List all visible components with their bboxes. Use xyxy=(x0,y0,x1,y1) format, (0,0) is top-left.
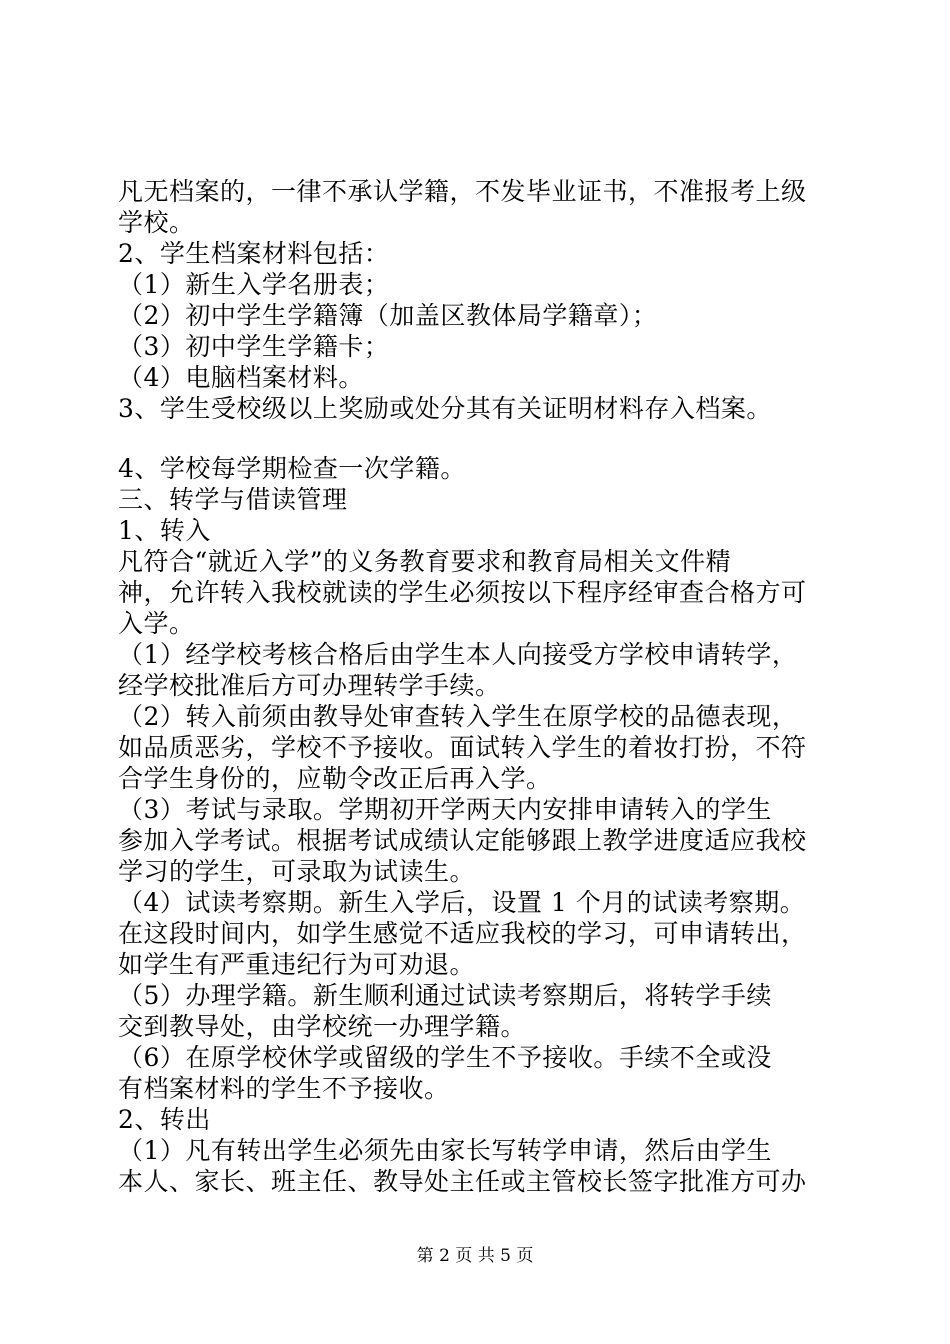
text-line: 参加入学考试。根据考试成绩认定能够跟上教学进度适应我校 xyxy=(118,826,807,855)
text-line: 在这段时间内，如学生感觉不适应我校的学习，可申请转出， xyxy=(118,919,807,948)
text-line: 如品质恶劣，学校不予接收。面试转入学生的着妆打扮，不符 xyxy=(118,733,807,762)
text-line: （1）凡有转出学生必须先由家长写转学申请，然后由学生 xyxy=(118,1136,772,1165)
page-number-footer: 第 2 页 共 5 页 xyxy=(416,1246,534,1266)
text-line: 有档案材料的学生不予接收。 xyxy=(118,1074,450,1103)
text-line: 经学校批准后方可办理转学手续。 xyxy=(118,671,501,700)
text-line: （2）初中学生学籍簿（加盖区教体局学籍章）； xyxy=(118,301,658,330)
section-heading: 三、转学与借读管理 xyxy=(118,485,348,514)
text-line: 4、学校每学期检查一次学籍。 xyxy=(118,454,466,483)
text-line: 如学生有严重违纪行为可劝退。 xyxy=(118,950,476,979)
text-line: （4）试读考察期。新生入学后，设置 1 个月的试读考察期。 xyxy=(118,888,806,917)
text-line: 神，允许转入我校就读的学生必须按以下程序经审查合格方可 xyxy=(118,578,807,607)
text-line: （3）考试与录取。学期初开学两天内安排申请转入的学生 xyxy=(118,795,772,824)
text-line: 1、转入 xyxy=(118,516,211,545)
text-line: （6）在原学校休学或留级的学生不予接收。手续不全或没 xyxy=(118,1043,772,1072)
text-line: 入学。 xyxy=(118,609,195,638)
text-line: （4）电脑档案材料。 xyxy=(118,363,364,392)
text-line: 2、转出 xyxy=(118,1105,211,1134)
text-line: 交到教导处，由学校统一办理学籍。 xyxy=(118,1012,527,1041)
text-line: 凡无档案的，一律不承认学籍，不发毕业证书，不准报考上级 xyxy=(118,177,807,206)
text-line: （1）新生入学名册表； xyxy=(118,270,390,299)
text-line: 2、学生档案材料包括： xyxy=(118,239,390,268)
text-line: 凡符合“就近入学”的义务教育要求和教育局相关文件精 xyxy=(118,547,732,576)
text-line: 学校。 xyxy=(118,208,195,237)
text-line: 本人、家长、班主任、教导处主任或主管校长签字批准方可办 xyxy=(118,1167,807,1196)
text-line: （3）初中学生学籍卡； xyxy=(118,332,390,361)
text-line: 学习的学生，可录取为试读生。 xyxy=(118,857,476,886)
text-line: （2）转入前须由教导处审查转入学生在原学校的品德表现， xyxy=(118,702,798,731)
text-line: 合学生身份的，应勒令改正后再入学。 xyxy=(118,764,552,793)
text-line: （5）办理学籍。新生顺利通过试读考察期后，将转学手续 xyxy=(118,981,772,1010)
text-line: 3、学生受校级以上奖励或处分其有关证明材料存入档案。 xyxy=(118,394,772,423)
text-line: （1）经学校考核合格后由学生本人向接受方学校申请转学， xyxy=(118,640,798,669)
